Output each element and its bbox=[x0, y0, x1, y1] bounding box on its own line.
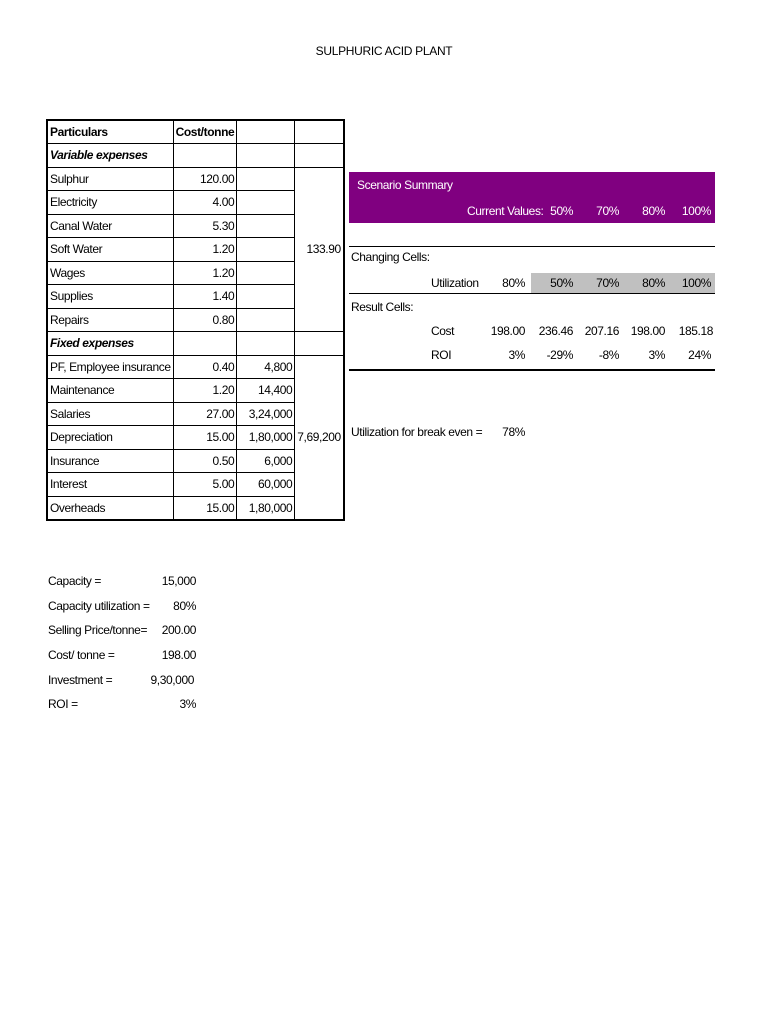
table-row-name[interactable]: Soft Water bbox=[47, 238, 173, 262]
cost-current[interactable]: 198.00 bbox=[490, 324, 525, 338]
summary-value[interactable]: 9,30,000 bbox=[150, 673, 194, 687]
header-particulars[interactable]: Particulars bbox=[47, 120, 173, 144]
divider bbox=[349, 369, 715, 371]
utilization-value[interactable]: 100% bbox=[681, 276, 711, 290]
header-empty-1[interactable] bbox=[237, 120, 295, 144]
summary-label: Investment = bbox=[48, 673, 113, 687]
table-row-amount[interactable]: 3,24,000 bbox=[237, 402, 295, 426]
table-row-name[interactable]: Maintenance bbox=[47, 379, 173, 403]
table-row-amount[interactable]: 14,400 bbox=[237, 379, 295, 403]
table-row-amount[interactable]: 6,000 bbox=[237, 449, 295, 473]
cost-label: Cost bbox=[431, 324, 455, 338]
table-row-cost[interactable]: 0.80 bbox=[173, 308, 237, 332]
summary-value[interactable]: 198.00 bbox=[161, 648, 196, 662]
table-row-name[interactable]: Supplies bbox=[47, 285, 173, 309]
cell[interactable] bbox=[237, 261, 295, 285]
result-cells-label: Result Cells: bbox=[351, 300, 414, 314]
roi-label: ROI bbox=[431, 348, 452, 362]
table-row-cost[interactable]: 0.40 bbox=[173, 355, 237, 379]
table-row-name[interactable]: Canal Water bbox=[47, 214, 173, 238]
break-even-value[interactable]: 78% bbox=[502, 425, 525, 439]
roi-current[interactable]: 3% bbox=[508, 348, 525, 362]
variable-total[interactable]: 133.90 bbox=[295, 167, 344, 332]
table-row-amount[interactable]: 4,800 bbox=[237, 355, 295, 379]
cell[interactable] bbox=[237, 308, 295, 332]
cell[interactable] bbox=[295, 332, 344, 356]
fixed-total[interactable]: 7,69,200 bbox=[295, 355, 344, 520]
header-cost-tonne[interactable]: Cost/tonne bbox=[173, 120, 237, 144]
summary-value[interactable]: 15,000 bbox=[161, 574, 196, 588]
summary-value[interactable]: 200.00 bbox=[161, 623, 196, 637]
section-variable[interactable]: Variable expenses bbox=[47, 144, 173, 168]
scenario-col-3: 80% bbox=[642, 204, 665, 218]
cell[interactable] bbox=[295, 144, 344, 168]
table-row-cost[interactable]: 5.30 bbox=[173, 214, 237, 238]
table-row-name[interactable]: Depreciation bbox=[47, 426, 173, 450]
table-row-name[interactable]: Wages bbox=[47, 261, 173, 285]
header-empty-2[interactable] bbox=[295, 120, 344, 144]
scenario-header bbox=[349, 172, 715, 223]
table-row-name[interactable]: Interest bbox=[47, 473, 173, 497]
current-values-label: Current Values: bbox=[467, 204, 544, 218]
divider bbox=[349, 246, 715, 247]
summary-value[interactable]: 80% bbox=[173, 599, 196, 613]
utilization-value[interactable]: 50% bbox=[550, 276, 573, 290]
cell[interactable] bbox=[237, 214, 295, 238]
page-title: SULPHURIC ACID PLANT bbox=[315, 44, 453, 58]
table-row-amount[interactable]: 60,000 bbox=[237, 473, 295, 497]
scenario-col-2: 70% bbox=[596, 204, 619, 218]
table-row-name[interactable]: Salaries bbox=[47, 402, 173, 426]
divider bbox=[349, 293, 715, 294]
roi-value[interactable]: -8% bbox=[598, 348, 619, 362]
cost-value[interactable]: 185.18 bbox=[678, 324, 713, 338]
utilization-value[interactable]: 70% bbox=[596, 276, 619, 290]
table-row-cost[interactable]: 1.40 bbox=[173, 285, 237, 309]
summary-label: Selling Price/tonne= bbox=[48, 623, 148, 637]
table-row-cost[interactable]: 0.50 bbox=[173, 449, 237, 473]
summary-label: ROI = bbox=[48, 697, 78, 711]
cell[interactable] bbox=[237, 144, 295, 168]
cost-table bbox=[46, 119, 345, 521]
roi-value[interactable]: -29% bbox=[546, 348, 573, 362]
cell[interactable] bbox=[173, 144, 237, 168]
cell[interactable] bbox=[237, 238, 295, 262]
table-row-name[interactable]: Insurance bbox=[47, 449, 173, 473]
roi-value[interactable]: 3% bbox=[648, 348, 665, 362]
table-row-name[interactable]: Overheads bbox=[47, 496, 173, 520]
break-even-label: Utilization for break even = bbox=[351, 425, 483, 439]
table-row-cost[interactable]: 27.00 bbox=[173, 402, 237, 426]
table-row-cost[interactable]: 120.00 bbox=[173, 167, 237, 191]
table-row-cost[interactable]: 5.00 bbox=[173, 473, 237, 497]
table-row-cost[interactable]: 4.00 bbox=[173, 191, 237, 215]
summary-label: Cost/ tonne = bbox=[48, 648, 115, 662]
table-row-name[interactable]: Electricity bbox=[47, 191, 173, 215]
cell[interactable] bbox=[237, 332, 295, 356]
cost-value[interactable]: 207.16 bbox=[584, 324, 619, 338]
roi-value[interactable]: 24% bbox=[688, 348, 711, 362]
cell[interactable] bbox=[237, 285, 295, 309]
table-row-cost[interactable]: 1.20 bbox=[173, 238, 237, 262]
scenario-title: Scenario Summary bbox=[357, 178, 453, 192]
table-row-amount[interactable]: 1,80,000 bbox=[237, 426, 295, 450]
summary-value[interactable]: 3% bbox=[179, 697, 196, 711]
section-fixed[interactable]: Fixed expenses bbox=[47, 332, 173, 356]
table-row-cost[interactable]: 15.00 bbox=[173, 496, 237, 520]
cell[interactable] bbox=[237, 191, 295, 215]
scenario-col-4: 100% bbox=[681, 204, 711, 218]
table-row-cost[interactable]: 15.00 bbox=[173, 426, 237, 450]
scenario-col-1: 50% bbox=[550, 204, 573, 218]
table-row-amount[interactable]: 1,80,000 bbox=[237, 496, 295, 520]
table-row-name[interactable]: Repairs bbox=[47, 308, 173, 332]
table-row-name[interactable]: Sulphur bbox=[47, 167, 173, 191]
table-row-cost[interactable]: 1.20 bbox=[173, 379, 237, 403]
utilization-label: Utilization bbox=[431, 276, 479, 290]
utilization-value[interactable]: 80% bbox=[642, 276, 665, 290]
summary-label: Capacity utilization = bbox=[48, 599, 150, 613]
cell[interactable] bbox=[173, 332, 237, 356]
table-row-name[interactable]: PF, Employee insurance bbox=[47, 355, 173, 379]
cost-value[interactable]: 198.00 bbox=[630, 324, 665, 338]
cost-value[interactable]: 236.46 bbox=[538, 324, 573, 338]
table-row-cost[interactable]: 1.20 bbox=[173, 261, 237, 285]
utilization-current[interactable]: 80% bbox=[502, 276, 525, 290]
summary-label: Capacity = bbox=[48, 574, 102, 588]
changing-cells-label: Changing Cells: bbox=[351, 250, 430, 264]
cell[interactable] bbox=[237, 167, 295, 191]
